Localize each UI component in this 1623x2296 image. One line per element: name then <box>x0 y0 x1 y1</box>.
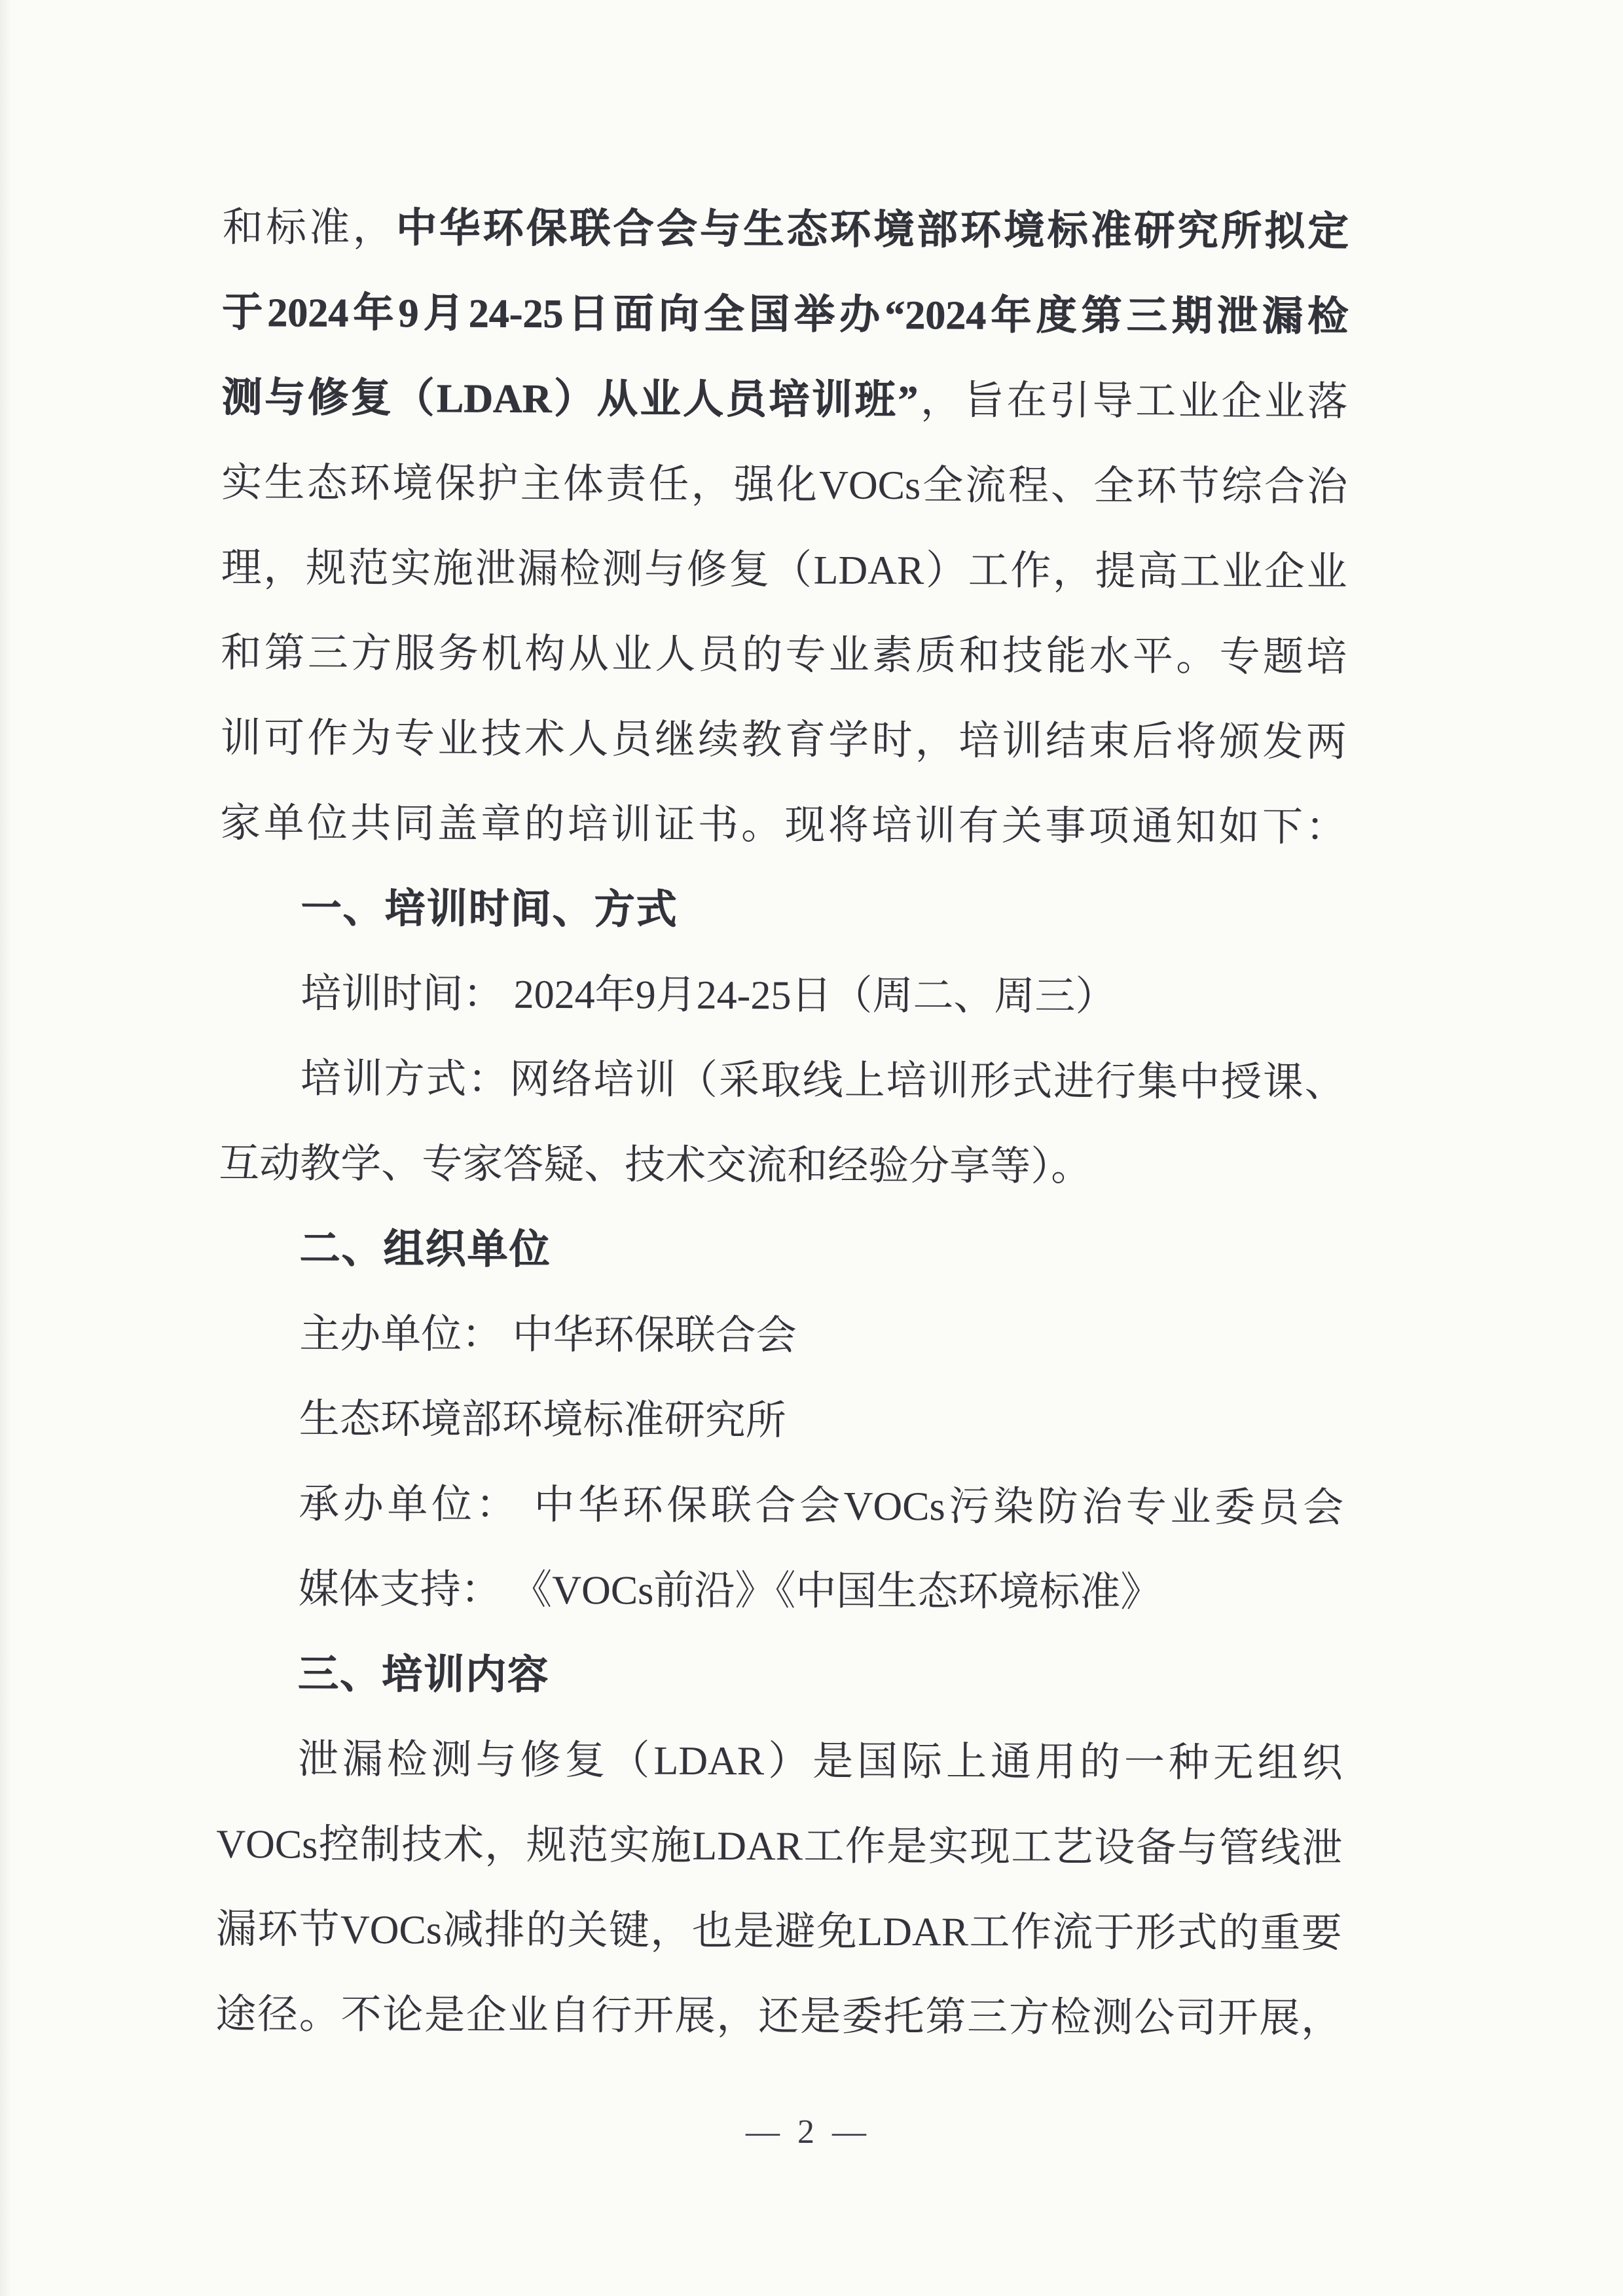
text-line-18 <box>217 1632 1343 1721</box>
bold-text-segment: 一、培训时间、方式 <box>301 886 678 933</box>
text-line-16 <box>217 1462 1343 1551</box>
text-segment: 泄漏检测与修复（LDAR）是国际上通用的一种无组织 <box>297 1737 1343 1786</box>
text-line-4 <box>221 440 1347 530</box>
text-line-20 <box>216 1802 1342 1892</box>
text-segment: 和第三方服务机构从业人员的专业素质和技能水平。专题培 <box>221 630 1347 680</box>
text-line-15 <box>218 1376 1344 1466</box>
text-segment: 主办单位： 中华环保联合会 <box>299 1312 797 1359</box>
text-segment: 训可作为专业技术人员继续教育学时，培训结束后将颁发两 <box>220 715 1347 765</box>
document-body <box>215 185 1349 2062</box>
text-segment: ，旨在引导工业企业落 <box>918 378 1348 425</box>
text-line-9 <box>220 866 1346 956</box>
page-number: — 2 — <box>746 2113 866 2151</box>
bold-text-segment: 二、组织单位 <box>299 1226 551 1272</box>
text-segment: 培训时间： 2024年9月24-25日（周二、周三） <box>301 971 1116 1020</box>
text-line-14 <box>218 1291 1344 1381</box>
text-segment: 理，规范实施泄漏检测与修复（LDAR）工作，提高工业企业 <box>221 545 1347 595</box>
text-line-12 <box>219 1121 1345 1211</box>
text-segment: 互动教学、专家答疑、技术交流和经验分享等）。 <box>219 1141 1092 1190</box>
text-segment: 媒体支持： 《VOCs前沿》《中国生态环境标准》 <box>298 1567 1161 1615</box>
text-segment: 培训方式：网络培训（采取线上培训形式进行集中授课、 <box>300 1056 1345 1105</box>
text-segment: 漏环节VOCs减排的关键，也是避免LDAR工作流于形式的重要 <box>215 1907 1342 1956</box>
text-segment: 途径。不论是企业自行开展，还是委托第三方检测公司开展， <box>215 1992 1342 2041</box>
text-line-7 <box>221 696 1347 785</box>
bold-text-segment: 于2024年9月24-25日面向全国举办“2024年度第三期泄漏检 <box>222 290 1349 340</box>
text-line-3 <box>222 355 1348 445</box>
bold-text-segment: 测与修复（LDAR）从业人员培训班” <box>221 375 919 423</box>
text-line-1 <box>223 185 1349 275</box>
text-line-5 <box>221 526 1347 615</box>
text-segment: 实生态环境保护主体责任，强化VOCs全流程、全环节综合治 <box>221 460 1348 510</box>
text-segment: 家单位共同盖章的培训证书。现将培训有关事项通知如下： <box>220 800 1347 850</box>
text-line-2 <box>222 270 1348 360</box>
text-segment: 承办单位： 中华环保联合会VOCs污染防治专业委员会 <box>299 1482 1344 1531</box>
text-segment: 生态环境部环境标准研究所 <box>299 1397 786 1444</box>
text-segment: 和标准， <box>222 205 397 251</box>
text-line-22 <box>215 1972 1341 2062</box>
bold-text-segment: 三、培训内容 <box>298 1651 550 1698</box>
text-line-13 <box>219 1206 1345 1296</box>
text-line-19 <box>217 1717 1343 1806</box>
text-segment: VOCs控制技术，规范实施LDAR工作是实现工艺设备与管线泄 <box>216 1821 1343 1871</box>
text-line-17 <box>217 1547 1343 1636</box>
text-line-8 <box>220 781 1346 870</box>
text-line-6 <box>221 611 1347 700</box>
bold-text-segment: 中华环保联合会与生态环境部环境标准研究所拟定 <box>395 206 1349 255</box>
text-line-11 <box>219 1036 1345 1126</box>
text-line-10 <box>219 951 1345 1041</box>
text-line-21 <box>216 1887 1342 1977</box>
